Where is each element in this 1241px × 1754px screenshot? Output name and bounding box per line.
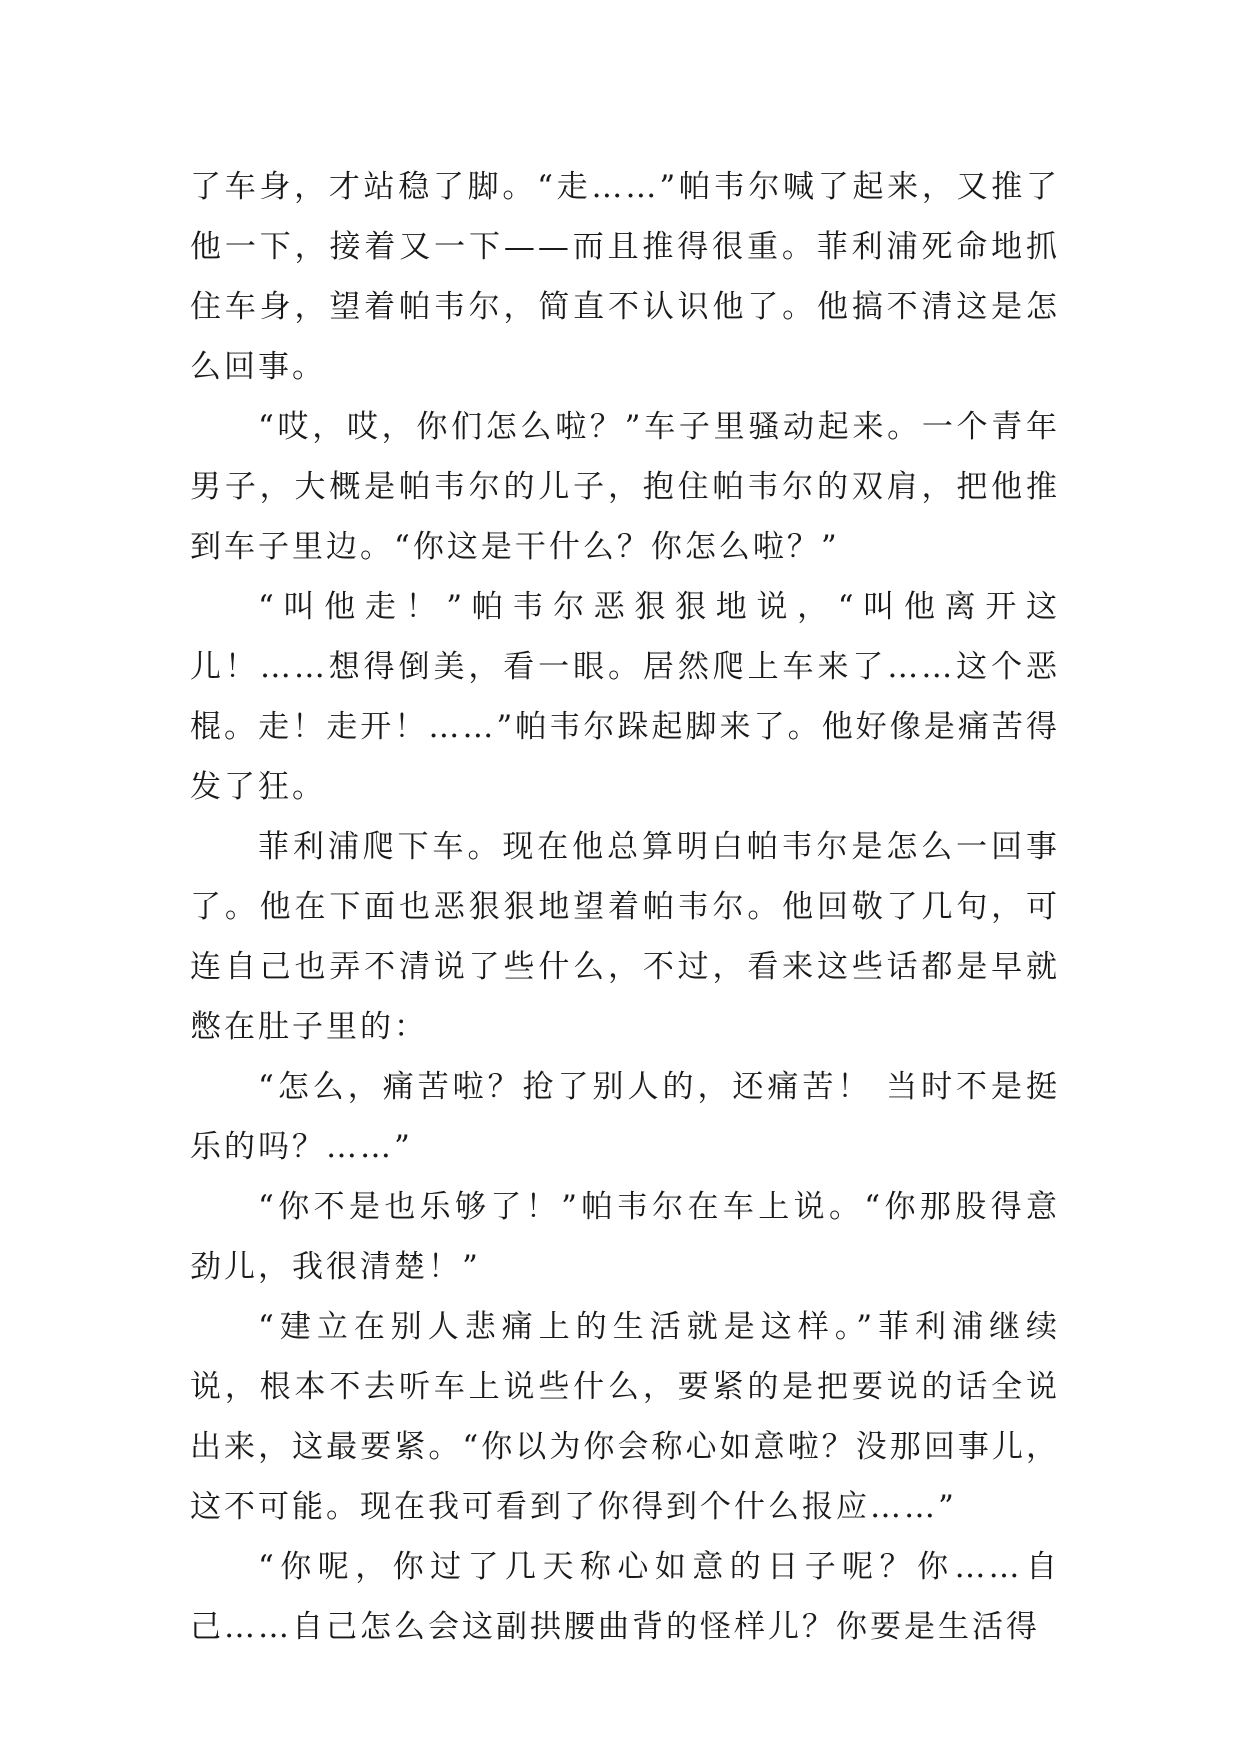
paragraph-2: “哎，哎，你们怎么啦？”车子里骚动起来。一个青年男子，大概是帕韦尔的儿子，抱住帕韦尔的双肩，把他推到车子里边。“你这是干什么？你怎么啦？” — [190, 409, 1060, 565]
paragraph-8: “你呢，你过了几天称心如意的日子呢？你……自己……自己怎么会这副拱腰曲背的怪样儿？你要是生活得 — [190, 1549, 1060, 1645]
paragraph-1: 了车身，才站稳了脚。“走……”帕韦尔喊了起来，又推了他一下，接着又一下——而且推得很重。菲利浦死命地抓住车身，望着帕韦尔，简直不认识他了。他搞不清这是怎么回事。 — [190, 169, 1060, 385]
paragraph-7: “建立在别人悲痛上的生活就是这样。”菲利浦继续说，根本不去听车上说些什么，要紧的是把要说的话全说出来，这最要紧。“你以为你会称心如意啦？没那回事儿，这不可能。现在我可看到了你得到个什么报应……” — [190, 1309, 1060, 1525]
paragraph-3: “叫他走！”帕韦尔恶狠狠地说，“叫他离开这儿！……想得倒美，看一眼。居然爬上车来了……这个恶棍。走！走开！……”帕韦尔跺起脚来了。他好像是痛苦得发了狂。 — [190, 589, 1060, 805]
paragraph-4: 菲利浦爬下车。现在他总算明白帕韦尔是怎么一回事了。他在下面也恶狠狠地望着帕韦尔。他回敬了几句，可连自己也弄不清说了些什么，不过，看来这些话都是早就憋在肚子里的： — [190, 829, 1060, 1045]
document-body — [190, 157, 1060, 1657]
paragraph-6: “你不是也乐够了！”帕韦尔在车上说。“你那股得意劲儿，我很清楚！” — [190, 1189, 1060, 1285]
paragraph-5: “怎么，痛苦啦？抢了别人的，还痛苦！ 当时不是挺乐的吗？……” — [190, 1069, 1060, 1165]
